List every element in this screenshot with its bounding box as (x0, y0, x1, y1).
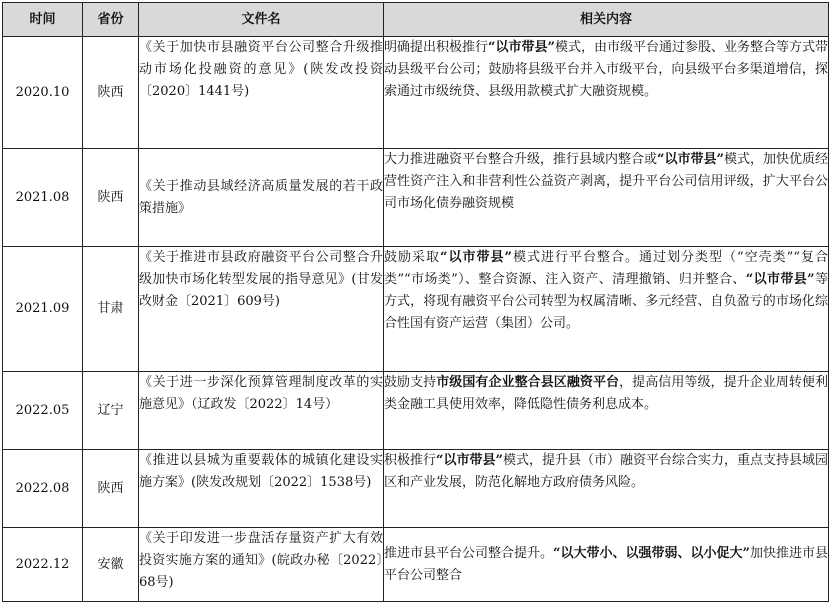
content-segment: 模式进行平台整合。通过划分类型（“空壳类”“复合类”“市场类”）、整合资源、注入资产、清理撤销、归并整合、 (384, 250, 828, 287)
content-text (384, 247, 828, 335)
content-segment: 模式，提升县（市）融资平台综合实力，重点支持县域园区和产业发展，防范化解地方政府债务风险。 (384, 453, 828, 490)
row-time: 2022.12 (3, 528, 83, 602)
content-segment: 积极推行 (384, 453, 437, 468)
row-time: 2022.05 (3, 372, 83, 450)
row-document: 《关于印发进一步盘活存量资产扩大有效投资实施方案的通知》(皖政办秘〔2022〕68号) (139, 528, 384, 602)
table-row (3, 247, 829, 372)
row-content (384, 528, 829, 602)
highlight-text: “以市带县” (488, 40, 555, 55)
header-time: 时间 (3, 3, 83, 37)
highlight-text: “以市带县” (657, 152, 724, 167)
row-time: 2022.08 (3, 450, 83, 528)
row-content (384, 37, 829, 149)
row-content (384, 372, 829, 450)
content-segment: 推进市县平台公司整合提升。 (384, 545, 554, 561)
row-content (384, 247, 829, 372)
table-body (3, 37, 829, 602)
content-text (384, 450, 828, 494)
content-segment: 模式，由市级平台通过参股、业务整合等方式带动县级平台公司；鼓励将县级平台并入市级平台，向县级平台多渠道增信，探索通过市级统贷、县级用款模式扩大融资规模。 (384, 40, 828, 99)
content-segment: 大力推进融资平台整合升级，推行县域内整合或 (384, 152, 658, 167)
row-document: 《关于进一步深化预算管理制度改革的实施意见》（辽政发〔2022〕14号） (139, 372, 384, 450)
table-header (3, 3, 829, 37)
header-row (3, 3, 829, 37)
row-time: 2021.08 (3, 149, 83, 247)
row-time: 2020.10 (3, 37, 83, 149)
policy-table (2, 2, 829, 602)
highlight-text: 市级国有企业整合县区融资平台 (436, 375, 620, 390)
highlight-text: “以市带县” (745, 272, 815, 287)
content-text (384, 372, 828, 416)
table-row (3, 37, 829, 149)
table-row (3, 528, 829, 602)
row-time: 2021.09 (3, 247, 83, 372)
content-segment: 等方式，将现有融资平台公司转型为权属清晰、多元经营、自负盈亏的市场化综合性国有资产运营（集团）公司。 (384, 272, 828, 331)
row-document: 《关于加快市县融资平台公司整合升级推动市场化投融资的意见》(陕发改投资〔2020〕1441号) (139, 37, 384, 149)
row-document: 《关于推进市县政府融资平台公司整合升级加快市场化转型发展的指导意见》(甘发改财金〔2021〕609号) (139, 247, 384, 372)
content-text (384, 543, 828, 587)
header-document: 文件名 (139, 3, 384, 37)
row-province: 陕西 (83, 450, 139, 528)
table-row (3, 149, 829, 247)
row-content (384, 450, 829, 528)
header-province: 省份 (83, 3, 139, 37)
content-text (384, 149, 828, 215)
highlight-text: “以市带县” (440, 250, 512, 265)
content-segment: 鼓励支持 (384, 375, 437, 390)
row-document: 《关于推动县域经济高质量发展的若干政策措施》 (139, 149, 384, 247)
content-segment: 明确提出积极推行 (384, 40, 489, 55)
row-document: 《推进以县城为重要载体的城镇化建设实施方案》(陕发改规划〔2022〕1538号) (139, 450, 384, 528)
row-province: 辽宁 (83, 372, 139, 450)
content-segment: 加快推进市县平台公司整合 (384, 545, 828, 583)
highlight-text: “以市带县” (436, 453, 503, 468)
content-segment: ，提高信用等级，提升企业周转便利类金融工具使用效率，降低隐性债务利息成本。 (384, 375, 828, 412)
row-content (384, 149, 829, 247)
row-province: 安徽 (83, 528, 139, 602)
row-province: 甘肃 (83, 247, 139, 372)
table-row (3, 372, 829, 450)
highlight-text: “以大带小、以强带弱、以小促大” (553, 545, 750, 561)
content-segment: 模式，加快优质经营性资产注入和非营利性公益资产剥离，提升平台公司信用评级，扩大平台公司市场化债券融资规模 (384, 152, 828, 211)
header-content: 相关内容 (384, 3, 829, 37)
row-province: 陕西 (83, 37, 139, 149)
row-province: 陕西 (83, 149, 139, 247)
table-row (3, 450, 829, 528)
content-text (384, 37, 828, 103)
content-segment: 鼓励采取 (384, 250, 441, 265)
